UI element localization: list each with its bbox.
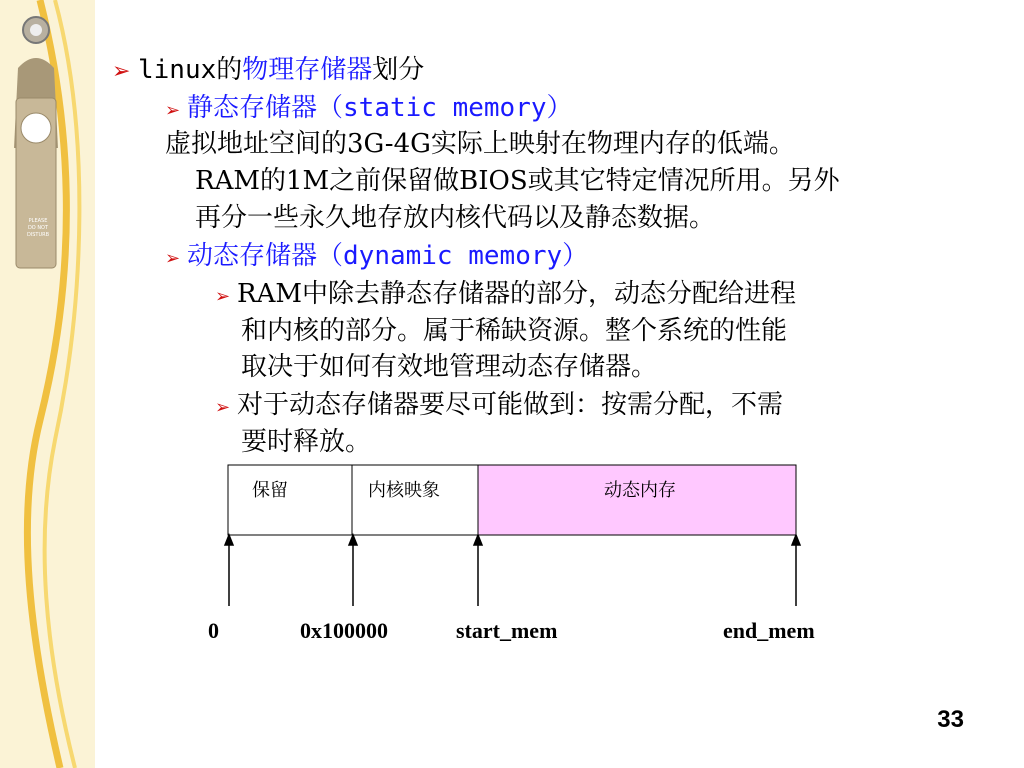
- page-number: 33: [937, 706, 964, 733]
- static-line-2: RAM的1M之前保留做BIOS或其它特定情况所用。另外: [195, 166, 840, 196]
- static-title-en: static memory: [343, 93, 547, 123]
- heading-prefix: linux的: [138, 55, 243, 85]
- dynamic-point-1-line-2: 和内核的部分。属于稀缺资源。整个系统的性能: [241, 316, 788, 346]
- arrow-head-2: [474, 535, 482, 545]
- static-line-1: 虚拟地址空间的3G-4G实际上映射在物理内存的低端。: [165, 129, 795, 159]
- heading-highlight: 物理存储器: [242, 55, 373, 85]
- segment-label-dynamic: 动态内存: [604, 480, 676, 501]
- sign-text-3: DISTURB: [26, 232, 50, 238]
- address-label-0x100000: 0x100000: [300, 618, 388, 643]
- dynamic-title-close: ）: [562, 241, 589, 271]
- sign-text-1: PLEASE: [28, 218, 48, 224]
- static-title-close: ）: [546, 93, 573, 123]
- dynamic-title-en: dynamic memory: [343, 241, 563, 271]
- arrow-bullet-icon: ➢: [215, 397, 231, 418]
- arrow-bullet-icon: ➢: [165, 100, 181, 121]
- arrow-head-1: [349, 535, 357, 545]
- segment-reserved-box: [228, 465, 352, 535]
- arrow-bullet-icon: ➢: [112, 59, 131, 84]
- address-label-end-mem: end_mem: [723, 618, 815, 643]
- dynamic-point-2-line-2: 要时释放。: [241, 427, 372, 457]
- dynamic-title-cn: 动态存储器（: [187, 241, 344, 271]
- static-line-3: 再分一些永久地存放内核代码以及静态数据。: [195, 203, 716, 233]
- arrow-head-0: [225, 535, 233, 545]
- dynamic-point-2-text: 对于动态存储器要尽可能做到：按需分配，不需: [237, 390, 784, 420]
- arrow-bullet-icon: ➢: [165, 248, 181, 269]
- segment-label-reserved: 保留: [252, 480, 288, 501]
- heading-suffix: 划分: [372, 55, 425, 85]
- segment-label-kernel: 内核映象: [368, 480, 440, 501]
- arrow-head-3: [792, 535, 800, 545]
- sign-text-2: DO NOT: [27, 225, 49, 231]
- address-label-start-mem: start_mem: [456, 618, 558, 643]
- address-label-0: 0: [208, 618, 219, 643]
- dynamic-point-1-text: RAM中除去静态存储器的部分，动态分配给进程: [237, 279, 796, 309]
- arrow-bullet-icon: ➢: [215, 286, 231, 307]
- static-title-cn: 静态存储器（: [187, 93, 344, 123]
- dynamic-point-1-line-3: 取决于如何有效地管理动态存储器。: [241, 352, 658, 382]
